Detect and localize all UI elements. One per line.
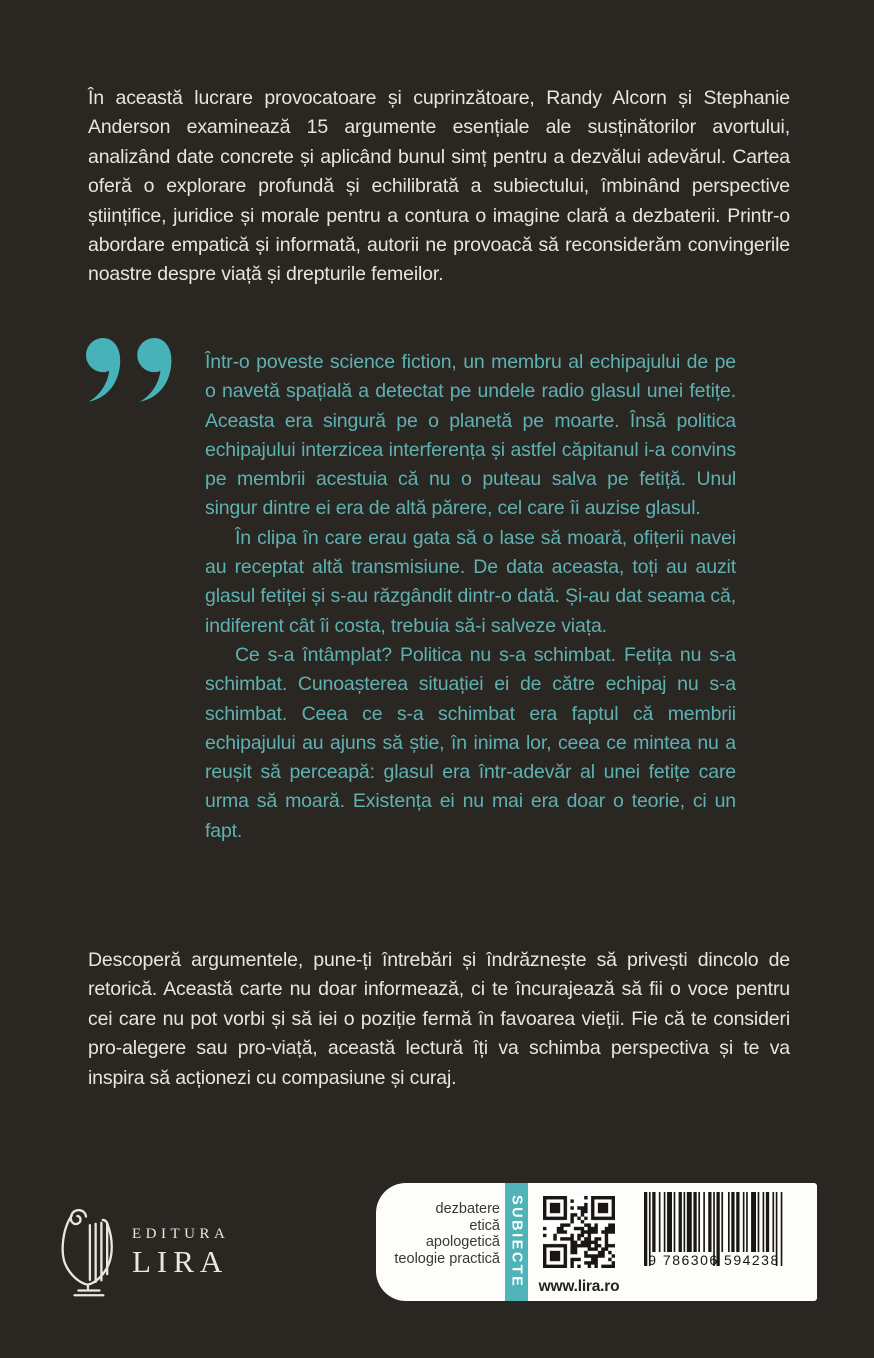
subject-tag: etică (469, 1217, 500, 1234)
lyre-icon (58, 1206, 116, 1302)
subject-tag: apologetică (425, 1234, 500, 1251)
quote-paragraph-3: Ce s-a întâmplat? Politica nu s-a schimbat. Fetița nu s-a schimbat. Cunoașterea situației ei de către echipaj nu s-a schimbat. Ceea ce s-a schimbat era faptul că membrii echipajului au ajuns să știe, în inima lor, ceea ce mintea nu a reușit să perceapă: glasul era într-adevăr al unei fetițe care urma să moară. Existența ei nu mai era doar o teorie, ci un fapt. (205, 643, 736, 842)
intro-paragraph: În această lucrare provocatoare și cuprinzătoare, Randy Alcorn și Stephanie Anderson examinează 15 argumente esențiale ale susținătorilor avortului, analizând date concrete și aplicând bunul simț pentru a dezvălui adevărul. Cartea oferă o explorare profundă și echilibrată a subiectului, îmbinând perspective științifice, juridice și morale pentru a contura o imagine clară a dezbaterii. Printr-o abordare empatică și informată, autorii ne provoacă să reconsiderăm convingerile noastre despre viață și drepturile femeilor. (88, 87, 790, 286)
subjects-strip (505, 1183, 528, 1301)
quote-paragraph-2: În clipa în care erau gata să o lase să moară, ofițerii navei au receptat altă transmisiune. De data aceasta, toți au auzit glasul fetiței și s-au răzgândit dintr-o dată. Și-au dat seama că, indiferent cât îi costa, trebuia să-i salveze viața. (205, 526, 736, 637)
subject-tag: teologie practică (394, 1250, 500, 1267)
publisher-name-label: LIRA (132, 1244, 229, 1279)
double-comma-icon (86, 338, 180, 412)
outro-paragraph: Descoperă argumentele, pune-ți întrebări și îndrăznește să privești dincolo de retorică. Această carte nu doar informează, ci te încurajează să fii o voce pentru cei care nu pot vorbi și să iei o poziție fermă în favoarea vieții. Fie că te consideri pro-alegere sau pro-viață, această lectură îți va schimba perspectiva și te va inspira să acționezi cu compasiune și curaj. (88, 949, 790, 1089)
publisher-logo (58, 1206, 229, 1302)
subject-tag: dezbatere (435, 1201, 500, 1217)
quote-icon (86, 338, 180, 417)
website-url: www.lira.ro (538, 1278, 620, 1295)
info-box (376, 1183, 817, 1301)
qr-code-icon (543, 1196, 615, 1268)
subject-tags (376, 1201, 500, 1267)
isbn-number: 9 786306 594238 (648, 1252, 780, 1268)
quote-block (205, 348, 736, 846)
quote-paragraph-1: Într-o poveste science fiction, un membru al echipajului de pe o navetă spațială a detectat pe undele radio glasul unei fetițe. Aceasta era singură pe o planetă pe moarte. Însă politica echipajului interzicea interferența și astfel căpitanul i-a convins pe membrii acestuia că nu o puteau salva pe fetiță. Unul singur dintre ei era de altă părere, cel care îi auzise glasul. (205, 351, 736, 520)
subjects-strip-label: SUBIECTE (508, 1195, 525, 1289)
publisher-imprint-label: EDITURA (132, 1226, 230, 1242)
publisher-name (132, 1206, 229, 1302)
